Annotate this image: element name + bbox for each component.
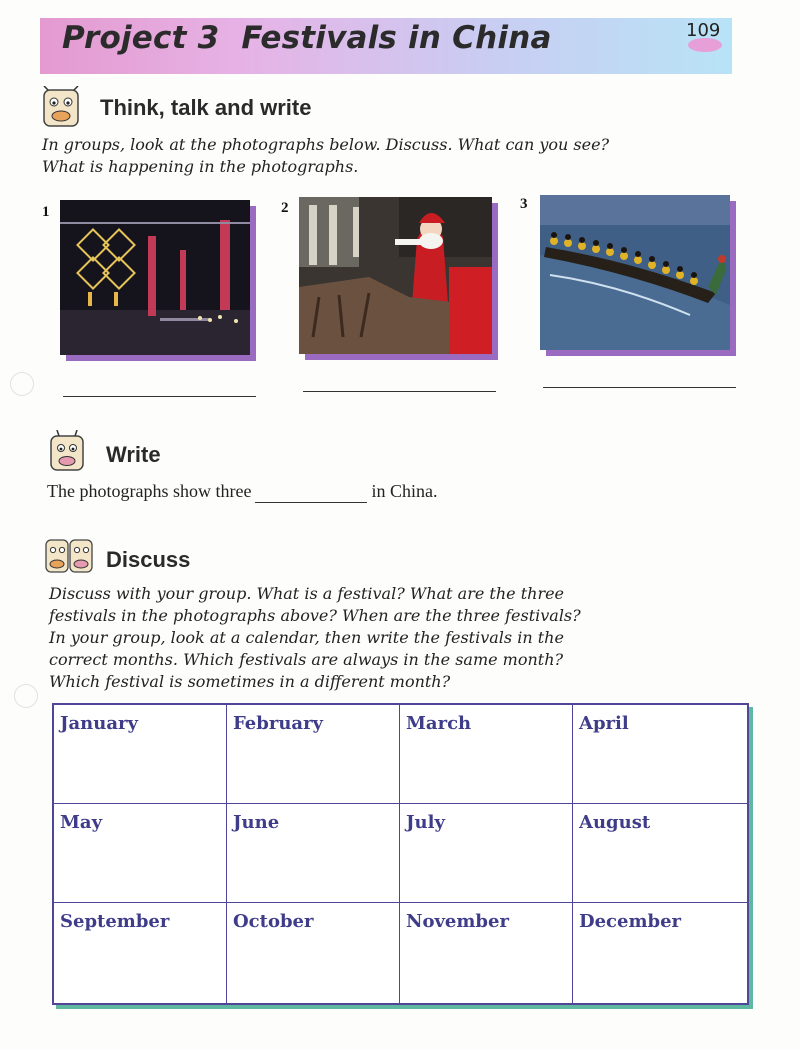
instruction-line: festivals in the photographs above? When are the three festivals? (49, 606, 581, 625)
write-heading: Write (106, 442, 161, 467)
photo-3-answer-line[interactable] (543, 387, 736, 388)
month-label: November (406, 911, 509, 932)
sentence-end: in China. (371, 481, 438, 501)
month-cell-march[interactable] (400, 705, 573, 804)
project-title: Festivals in China (241, 20, 552, 56)
dragon-boat-race-photo (540, 195, 730, 350)
month-label: April (579, 713, 629, 734)
month-label: March (406, 713, 472, 734)
photo-1-answer-line[interactable] (63, 396, 256, 397)
cartoon-character-icon (38, 86, 84, 130)
instruction-line: In groups, look at the photographs below. Discuss. What can you see? (42, 135, 610, 154)
month-calendar-grid (52, 703, 749, 1005)
month-cell-november[interactable] (400, 903, 573, 1003)
santa-claus-sleigh-photo (299, 197, 492, 354)
think-talk-write-heading: Think, talk and write (100, 95, 312, 120)
month-cell-august[interactable] (573, 804, 747, 903)
month-cell-december[interactable] (573, 903, 747, 1003)
write-sentence (47, 481, 437, 503)
month-cell-may[interactable] (54, 804, 227, 903)
month-label: October (233, 911, 314, 932)
festival-count-blank[interactable] (255, 481, 367, 503)
photo-number: 2 (281, 200, 289, 216)
discuss-instructions (49, 583, 581, 693)
instruction-line: correct months. Which festivals are always in the same month? (49, 650, 564, 669)
month-cell-september[interactable] (54, 903, 227, 1003)
photo-number: 3 (520, 196, 528, 212)
cartoon-character-icon (45, 430, 91, 474)
month-label: August (579, 812, 651, 833)
discuss-heading: Discuss (106, 547, 191, 572)
instruction-line: What is happening in the photographs. (42, 157, 359, 176)
project-label: Project 3 (62, 20, 220, 56)
month-cell-june[interactable] (227, 804, 400, 903)
instruction-line: In your group, look at a calendar, then write the festivals in the (49, 628, 564, 647)
binder-hole (10, 372, 34, 396)
month-cell-october[interactable] (227, 903, 400, 1003)
photo-number: 1 (42, 204, 50, 220)
sentence-start: The photographs show three (47, 481, 252, 501)
month-label: June (233, 812, 280, 833)
instruction-line: Which festival is sometimes in a different month? (49, 672, 451, 691)
page-number: 109 (686, 20, 721, 41)
month-cell-july[interactable] (400, 804, 573, 903)
month-cell-february[interactable] (227, 705, 400, 804)
page-title (62, 20, 552, 56)
month-label: July (406, 812, 445, 833)
instruction-line: Discuss with your group. What is a festival? What are the three (49, 584, 565, 603)
city-lights-night-photo (60, 200, 250, 355)
binder-hole (14, 684, 38, 708)
photo-2-answer-line[interactable] (303, 391, 496, 392)
month-cell-january[interactable] (54, 705, 227, 804)
month-cell-april[interactable] (573, 705, 747, 804)
month-label: January (60, 713, 138, 734)
month-label: December (579, 911, 682, 932)
cartoon-characters-icon (44, 534, 96, 578)
month-label: February (233, 713, 324, 734)
month-label: September (60, 911, 170, 932)
month-label: May (60, 812, 103, 833)
think-instructions (42, 134, 609, 178)
